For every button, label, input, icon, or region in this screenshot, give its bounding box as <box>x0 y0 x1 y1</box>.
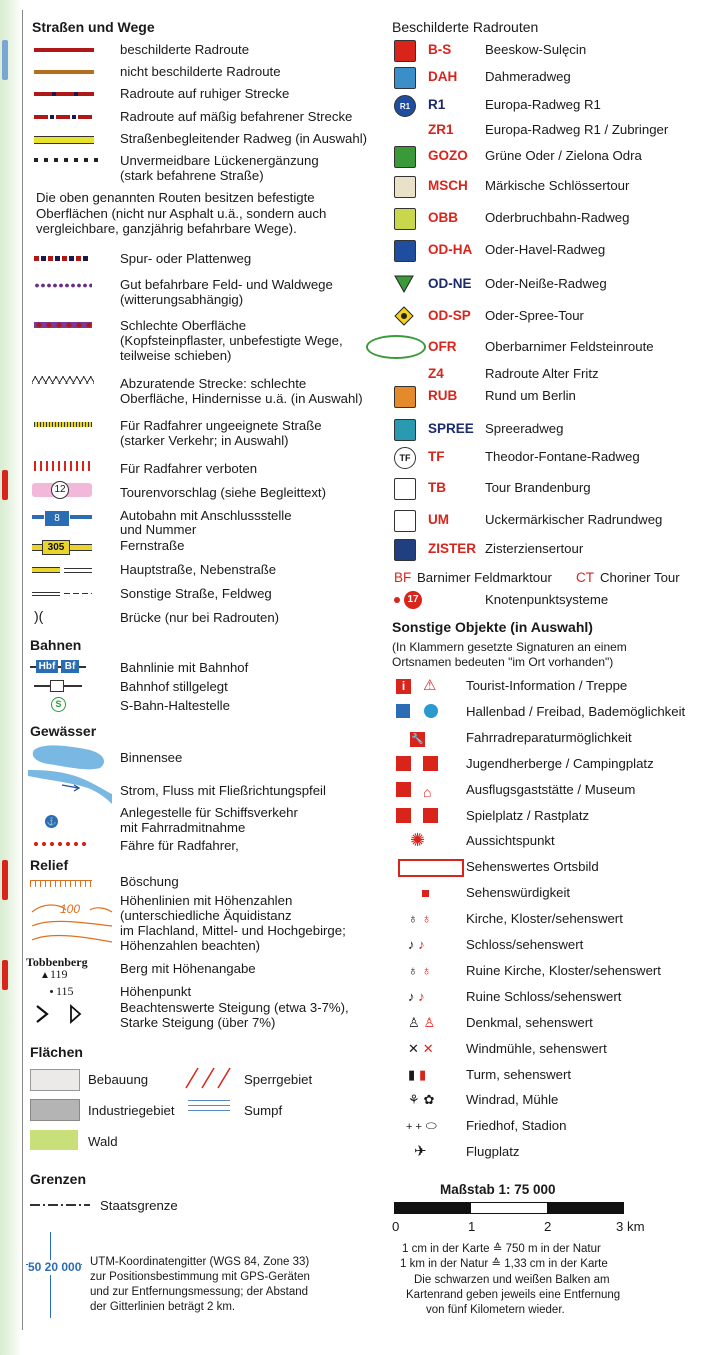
route-name-gozo: Grüne Oder / Zielona Odra <box>485 148 642 163</box>
signed-route-label: beschilderte Radroute <box>120 42 250 57</box>
contour-sub-3: Höhenzahlen beachten) <box>120 938 261 953</box>
restricted-area-symbol <box>184 1066 234 1090</box>
route-name-od-ha: Oder-Havel-Radweg <box>485 242 606 257</box>
route-code-b-s: B-S <box>428 42 452 57</box>
ferry-label: Fähre für Radfahrer, <box>120 838 239 853</box>
object-label-11: Ruine Kirche, Kloster/sehenswert <box>466 963 661 978</box>
route-code-zister: ZISTER <box>428 541 477 556</box>
scale-tick-0: 0 <box>392 1219 400 1234</box>
right-column <box>392 0 708 1355</box>
townscape-icon <box>396 859 464 875</box>
poor-surface-label: Schlechte Oberfläche <box>120 318 247 333</box>
not-recommended-sub: Oberfläche, Hindernisse u.ä. (in Auswahl) <box>120 391 363 406</box>
cemetery-icon: + + ⬭ <box>406 1118 437 1133</box>
castle-icon: ♪ ♪ <box>408 937 425 952</box>
viewpoint-icon: ✺ <box>410 830 426 850</box>
route-name-tb: Tour Brandenburg <box>485 480 591 495</box>
pier-sub-label: mit Fahrradmitnahme <box>120 820 246 835</box>
built-up-label: Bebauung <box>88 1072 149 1087</box>
object-label-4: Ausflugsgaststätte / Museum <box>466 782 636 797</box>
route-name-zr1: Europa-Radweg R1 / Zubringer <box>485 122 669 137</box>
field-path-label: Gut befahrbare Feld- und Waldwege <box>120 277 333 292</box>
field-path-line <box>34 283 92 288</box>
tower-icon <box>394 40 416 62</box>
route-name-r1: Europa-Radweg R1 <box>485 97 601 112</box>
object-label-15: Turm, sehenswert <box>466 1067 572 1082</box>
not-recommended-line <box>32 376 94 384</box>
unsigned-route-line <box>34 70 94 74</box>
object-label-12: Ruine Schloss/sehenswert <box>466 989 622 1004</box>
forbidden-label: Für Radfahrer verboten <box>120 461 258 476</box>
utm-label-2: zur Positionsbestimmung mit GPS-Geräten <box>90 1271 310 1283</box>
left-column <box>28 0 378 1355</box>
borders-heading: Grenzen <box>30 1171 87 1187</box>
unsuitable-road-line <box>34 422 92 427</box>
federal-road-number-badge: 305 <box>42 540 70 555</box>
water-heading: Gewässer <box>30 723 97 739</box>
scale-note-1: 1 cm in der Karte ≙ 750 m in der Natur <box>402 1243 601 1255</box>
route-code-r1: R1 <box>428 97 446 112</box>
restaurant-icon: ⌂ <box>396 782 431 798</box>
triangle-icon <box>394 274 414 294</box>
water-icon <box>394 67 416 89</box>
objects-heading: Sonstige Objekte (in Auswahl) <box>392 619 593 635</box>
scale-note-5: von fünf Kilometern wieder. <box>426 1304 565 1316</box>
hostel-icon <box>396 756 438 772</box>
route-name-dah: Dahmeradweg <box>485 69 571 84</box>
mountain-symbol: ▲ <box>40 970 50 981</box>
church-icon: ♁ ♁ <box>408 911 432 926</box>
quiet-route-label: Radroute auf ruhiger Strecke <box>120 86 290 101</box>
railway-label: Bahnlinie mit Bahnhof <box>120 660 249 675</box>
moderate-route-line <box>34 115 94 119</box>
track-path-line <box>34 256 90 261</box>
ct-code: CT <box>576 570 594 585</box>
field-path-sub-label: (witterungsabhängig) <box>120 292 244 307</box>
contour-sub-2: im Flachland, Mittel- und Hochgebirge; <box>120 923 346 938</box>
pier-icon: ⚓ <box>46 817 57 826</box>
contour-sub-1: (unterschiedliche Äquidistanz <box>120 908 292 923</box>
streets-heading: Straßen und Wege <box>32 19 155 35</box>
poor-surface-sub-1: (Kopfsteinpflaster, unbefestigte Wege, <box>120 333 343 348</box>
ferry-symbol <box>32 842 90 846</box>
contour-label: Höhenlinien mit Höhenzahlen <box>120 893 293 908</box>
utm-grid-line-v <box>50 1232 51 1318</box>
bf-code: BF <box>394 570 412 585</box>
route-name-tf: Theodor-Fontane-Radweg <box>485 449 640 464</box>
poor-surface-line <box>34 322 92 328</box>
scale-note-4: Kartenrand geben jeweils eine Entfernung <box>406 1289 621 1301</box>
berlin-icon <box>394 386 416 408</box>
forest-label: Wald <box>88 1134 118 1149</box>
secondary-road-symbol <box>64 568 92 573</box>
spot-height-value: 115 <box>56 984 74 998</box>
tour-number-badge: 12 <box>51 481 69 499</box>
rail-heading: Bahnen <box>30 637 82 653</box>
object-label-18: Flugplatz <box>466 1144 520 1159</box>
spot-height-label: Höhenpunkt <box>120 984 192 999</box>
route-note-line-2: Oberflächen (nicht nur Asphalt u.ä., sondern auch <box>36 206 327 221</box>
state-border-label: Staatsgrenze <box>100 1198 178 1213</box>
object-label-6: Aussichtspunkt <box>466 833 555 848</box>
closed-station-label: Bahnhof stillgelegt <box>120 679 228 694</box>
legend-divider <box>22 10 23 1330</box>
route-name-b-s: Beeskow-Sulęcin <box>485 42 587 57</box>
bf-name: Barnimer Feldmarktour <box>417 570 552 585</box>
route-name-z4: Radroute Alter Fritz <box>485 366 599 381</box>
object-label-13: Denkmal, sehenswert <box>466 1015 593 1030</box>
scale-tick-2: 2 <box>544 1219 552 1234</box>
arch-icon <box>394 539 416 561</box>
utm-label-1: UTM-Koordinatengitter (WGS 84, Zone 33) <box>90 1256 310 1268</box>
object-label-14: Windmühle, sehenswert <box>466 1041 607 1056</box>
canal-icon <box>394 240 416 262</box>
unsuitable-road-label: Für Radfahrer ungeeignete Straße <box>120 418 322 433</box>
route-code-od-ha: OD-HA <box>428 242 473 257</box>
monument-icon: ♙ ♙ <box>408 1015 436 1030</box>
tower-icon: ▮ ▮ <box>408 1067 427 1082</box>
route-code-dah: DAH <box>428 69 458 84</box>
other-road-symbol <box>32 592 60 596</box>
industrial-swatch <box>30 1099 80 1121</box>
sbahn-stop-icon: S <box>51 697 66 712</box>
motorway-label: Autobahn mit Anschlussstelle <box>120 508 292 523</box>
not-recommended-label: Abzuratende Strecke: schlechte <box>120 376 307 391</box>
pool-icon <box>396 704 438 720</box>
route-name-ofr: Oberbarnimer Feldsteinroute <box>485 339 654 354</box>
embankment-symbol <box>30 880 92 889</box>
relief-heading: Relief <box>30 857 69 873</box>
lake-label: Binnensee <box>120 750 183 765</box>
areas-heading: Flächen <box>30 1044 83 1060</box>
track-path-label: Spur- oder Plattenweg <box>120 251 252 266</box>
built-up-swatch <box>30 1069 80 1091</box>
map-edge-strip <box>0 0 22 1355</box>
object-label-3: Jugendherberge / Campingplatz <box>466 756 654 771</box>
r1-icon: R1 <box>394 95 416 117</box>
restricted-area-label: Sperrgebiet <box>244 1072 313 1087</box>
route-code-msch: MSCH <box>428 178 468 193</box>
steep-slope-icon <box>68 1004 82 1024</box>
route-code-ofr: OFR <box>428 339 457 354</box>
ofr-logo-icon <box>366 335 426 359</box>
closed-station-box <box>50 680 64 692</box>
route-code-um: UM <box>428 512 449 527</box>
field-icon <box>394 208 416 230</box>
mountain-height: 119 <box>50 967 68 981</box>
unsigned-route-label: nicht beschilderte Radroute <box>120 64 281 79</box>
object-label-17: Friedhof, Stadion <box>466 1118 567 1133</box>
castle-ruin-icon: ♪ ♪ <box>408 989 425 1004</box>
scale-tick-1: 1 <box>468 1219 476 1234</box>
route-name-zister: Zisterziensertour <box>485 541 584 556</box>
route-code-rub: RUB <box>428 388 458 403</box>
bridge-label: Brücke (nur bei Radrouten) <box>120 610 280 625</box>
route-name-od-ne: Oder-Neiße-Radweg <box>485 276 607 291</box>
other-road-label: Sonstige Straße, Feldweg <box>120 586 272 601</box>
slope-chevron-icon <box>34 1004 50 1024</box>
route-code-gozo: GOZO <box>428 148 468 163</box>
route-name-obb: Oderbruchbahn-Radweg <box>485 210 630 225</box>
playground-icon <box>396 808 438 824</box>
node-label: Knotenpunktsysteme <box>485 592 609 607</box>
scale-tick-3: 3 km <box>616 1219 645 1234</box>
object-label-7: Sehenswertes Ortsbild <box>466 859 599 874</box>
object-label-2: Fahrradreparaturmöglichkeit <box>466 730 632 745</box>
spree-icon <box>394 419 416 441</box>
tb-icon <box>394 478 416 500</box>
tf-icon: TF <box>394 447 416 469</box>
diamond-icon <box>394 306 414 326</box>
node-dot <box>394 597 400 603</box>
sbahn-stop-label: S-Bahn-Haltestelle <box>120 698 230 713</box>
scale-heading: Maßstab 1: 75 000 <box>440 1182 556 1197</box>
route-name-od-sp: Oder-Spree-Tour <box>485 308 584 323</box>
field-track-symbol <box>64 593 92 594</box>
mountain-label: Berg mit Höhenangabe <box>120 961 256 976</box>
airfield-icon: ✈ <box>414 1143 427 1160</box>
forest-swatch <box>30 1130 78 1150</box>
roadside-path-line <box>34 136 94 144</box>
poor-surface-sub-2: teilweise schieben) <box>120 348 232 363</box>
state-border-symbol <box>30 1204 90 1206</box>
lake-symbol <box>30 742 110 772</box>
motorway-sub-label: und Nummer <box>120 522 197 537</box>
main-road-symbol <box>32 567 60 573</box>
gap-filler-line <box>34 158 98 162</box>
repair-icon: 🔧 <box>411 734 424 745</box>
scale-note-3: Die schwarzen und weißen Balken am <box>414 1274 610 1286</box>
object-label-8: Sehenswürdigkeit <box>466 885 571 900</box>
tour-suggestion-label: Tourenvorschlag (siehe Begleittext) <box>120 485 326 500</box>
objects-note-1: (In Klammern gesetzte Signaturen an einem <box>392 640 627 654</box>
bridge-icon: )( <box>34 608 44 624</box>
main-road-label: Hauptstraße, Nebenstraße <box>120 562 277 577</box>
routes-heading: Beschilderte Radrouten <box>392 19 539 35</box>
station-hbf-badge: Hbf <box>36 660 58 673</box>
utm-coordinate-number: 50 20 000 <box>28 1260 82 1274</box>
node-number-badge: 17 <box>404 591 422 609</box>
utm-label-3: und zur Entfernungsmessung; der Abstand <box>90 1286 309 1298</box>
mountain-name: Tobbenberg <box>26 955 88 969</box>
slope-label: Beachtenswerte Steigung (etwa 3-7%), <box>120 1000 349 1015</box>
federal-road-label: Fernstraße <box>120 538 185 553</box>
contour-height-label: 100 <box>60 902 81 916</box>
route-code-od-ne: OD-NE <box>428 276 472 291</box>
objects-note-2: Ortsnamen bedeuten "im Ort vorhanden") <box>392 655 614 669</box>
leaf-icon <box>394 146 416 168</box>
object-label-1: Hallenbad / Freibad, Bademöglichkeit <box>466 704 686 719</box>
river-label: Strom, Fluss mit Fließrichtungspfeil <box>120 783 326 798</box>
wind-turbine-icon: ⚘ ✿ <box>408 1092 435 1107</box>
moderate-route-label: Radroute auf mäßig befahrener Strecke <box>120 109 353 124</box>
signed-route-line <box>34 48 94 52</box>
route-code-tf: TF <box>428 449 445 464</box>
route-name-msch: Märkische Schlössertour <box>485 178 630 193</box>
castle-icon <box>394 176 416 198</box>
route-note-line-3: vergleichbare, ganzjährig befahrbare Wege). <box>36 221 297 236</box>
sight-icon <box>396 885 429 901</box>
spot-height-dot <box>50 990 53 993</box>
ct-name: Choriner Tour <box>600 570 680 585</box>
roadside-path-label: Straßenbegleitender Radweg (in Auswahl) <box>120 131 368 146</box>
route-note-line-1: Die oben genannten Routen besitzen befestigte <box>36 190 315 205</box>
unsuitable-road-sub: (starker Verkehr; in Auswahl) <box>120 433 289 448</box>
windmill-icon: ✕ ✕ <box>408 1041 434 1056</box>
quiet-route-line <box>34 92 94 96</box>
industrial-label: Industriegebiet <box>88 1103 175 1118</box>
river-symbol <box>28 770 112 806</box>
route-name-rub: Rund um Berlin <box>485 388 576 403</box>
info-icon: i ⚠ <box>396 678 436 694</box>
route-name-spree: Spreeradweg <box>485 421 564 436</box>
route-name-um: Uckermärkischer Radrundweg <box>485 512 663 527</box>
object-label-16: Windrad, Mühle <box>466 1092 559 1107</box>
object-label-5: Spielplatz / Rastplatz <box>466 808 590 823</box>
cyclist-icon <box>394 510 416 532</box>
object-label-9: Kirche, Kloster/sehenswert <box>466 911 623 926</box>
scale-note-2: 1 km in der Natur ≙ 1,33 cm in der Karte <box>400 1258 608 1270</box>
route-code-od-sp: OD-SP <box>428 308 471 323</box>
route-code-zr1: ZR1 <box>428 122 454 137</box>
route-code-obb: OBB <box>428 210 458 225</box>
gap-filler-label: Unvermeidbare Lückenergänzung <box>120 153 319 168</box>
church-ruin-icon: ♁ ♁ <box>408 963 432 978</box>
marsh-symbol <box>188 1100 230 1114</box>
scale-bar <box>394 1202 624 1214</box>
forbidden-line <box>34 461 90 471</box>
steep-slope-label: Starke Steigung (über 7%) <box>120 1015 276 1030</box>
route-code-z4: Z4 <box>428 366 444 381</box>
route-code-spree: SPREE <box>428 421 474 436</box>
embankment-label: Böschung <box>120 874 179 889</box>
gap-filler-sub-label: (stark befahrene Straße) <box>120 168 264 183</box>
object-label-0: Tourist-Information / Treppe <box>466 678 628 693</box>
motorway-number-badge: 8 <box>44 510 70 527</box>
station-bf-badge: Bf <box>61 660 79 673</box>
marsh-label: Sumpf <box>244 1103 283 1118</box>
object-label-10: Schloss/sehenswert <box>466 937 584 952</box>
pier-label: Anlegestelle für Schiffsverkehr <box>120 805 298 820</box>
route-code-tb: TB <box>428 480 446 495</box>
utm-label-4: der Gitterlinien beträgt 2 km. <box>90 1301 236 1313</box>
